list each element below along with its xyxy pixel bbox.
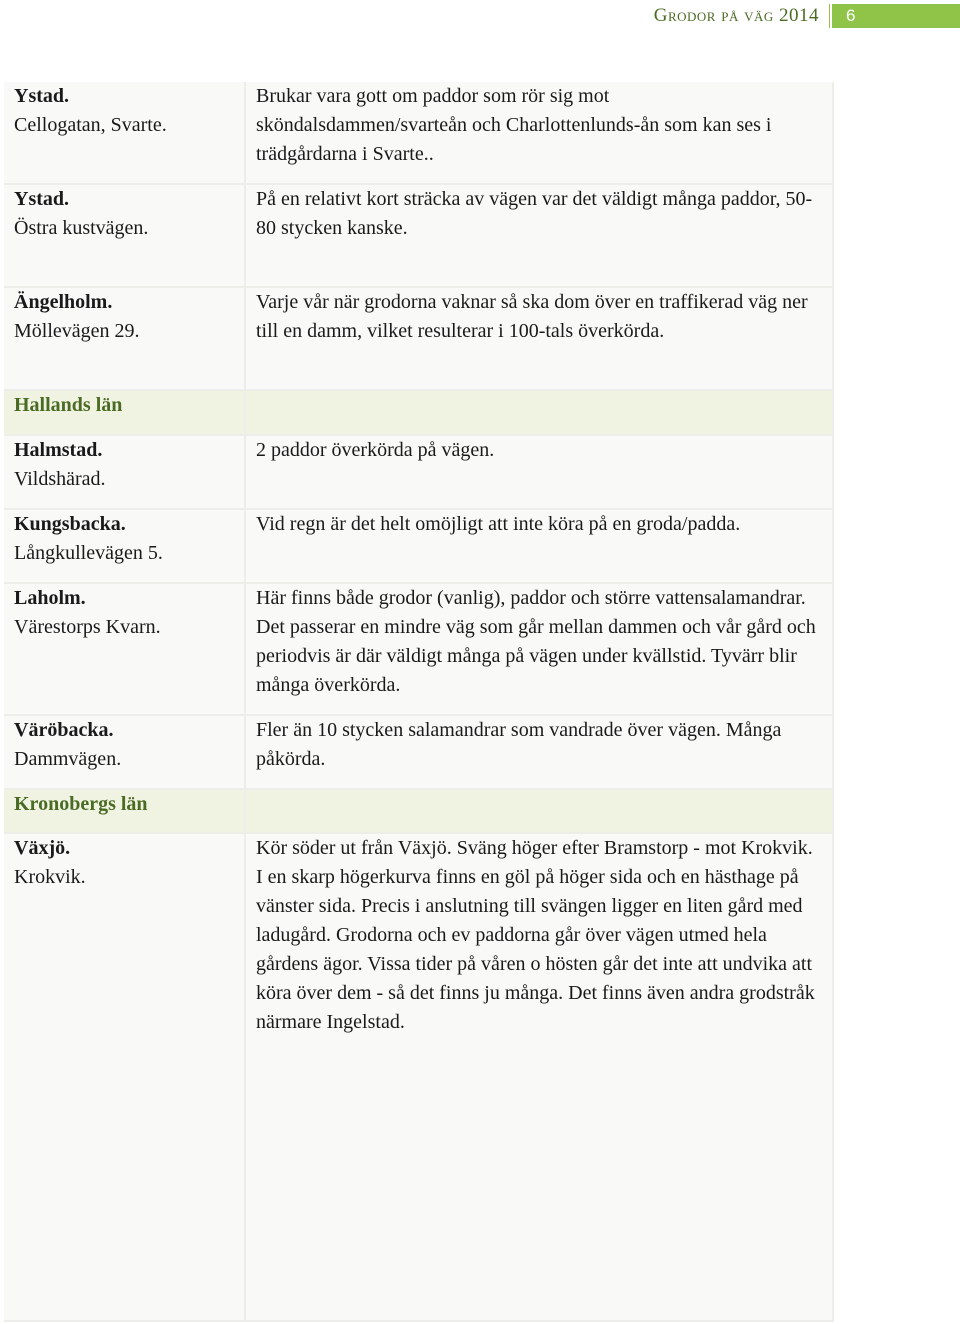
place-name: Ängelholm.	[14, 291, 113, 313]
location-cell	[4, 716, 246, 790]
place-name: Laholm.	[14, 587, 86, 609]
description-cell: Kör söder ut från Växjö. Sväng höger efter Bramstorp - mot Krokvik. I en skarp högerkurva finns en göl på höger sida och en hästhage på vänster sida. Precis i anslutning till svängen ligger en liten gård med ladugård. Grodorna och ev paddorna går över vägen utmed hela gårdens ägor. Vissa tider på våren o hösten går det inte att undvika att köra över dem - så det finns ju många. Det finns även andra grodstråk närmare Ingelstad.	[246, 834, 834, 1322]
table-row	[4, 288, 834, 391]
street-name: Cellogatan, Svarte.	[14, 114, 167, 136]
observations-table	[4, 82, 834, 1322]
location-cell	[4, 584, 246, 716]
street-name: Östra kustvägen.	[14, 217, 149, 239]
table-row	[4, 436, 834, 510]
region-heading: Kronobergs län	[4, 790, 246, 834]
page-number: 6	[832, 4, 960, 28]
region-spacer	[246, 391, 834, 436]
document-title: Grodor på väg 2014	[654, 4, 830, 28]
description-cell: Här finns både grodor (vanlig), paddor och större vattensalamandrar. Det passerar en mindre väg som går mellan dammen och vår gård och periodvis är där väldigt många på vägen under kvällstid. Tyvärr blir många överkörda.	[246, 584, 834, 716]
description-cell: På en relativt kort sträcka av vägen var det väldigt många paddor, 50-80 stycken kanske.	[246, 185, 834, 288]
table-row	[4, 510, 834, 584]
street-name: Dammvägen.	[14, 748, 122, 770]
description-cell: Vid regn är det helt omöjligt att inte köra på en groda/padda.	[246, 510, 834, 584]
table-row	[4, 716, 834, 790]
description-cell: Varje vår när grodorna vaknar så ska dom över en traffikerad väg ner till en damm, vilket resulterar i 100-tals överkörda.	[246, 288, 834, 391]
location-cell	[4, 510, 246, 584]
region-row	[4, 790, 834, 834]
street-name: Krokvik.	[14, 866, 86, 888]
place-name: Kungsbacka.	[14, 513, 126, 535]
table-row	[4, 185, 834, 288]
place-name: Väröbacka.	[14, 719, 114, 741]
location-cell	[4, 834, 246, 1322]
region-row	[4, 391, 834, 436]
region-heading: Hallands län	[4, 391, 246, 436]
description-cell: Brukar vara gott om paddor som rör sig mot sköndalsdammen/svarteån och Charlottenlunds-ån som kan ses i trädgårdarna i Svarte..	[246, 82, 834, 185]
page-header	[654, 4, 960, 28]
place-name: Ystad.	[14, 188, 70, 210]
place-name: Ystad.	[14, 85, 70, 107]
street-name: Värestorps Kvarn.	[14, 616, 161, 638]
table-row	[4, 834, 834, 1322]
street-name: Långkullevägen 5.	[14, 542, 163, 564]
table-row	[4, 82, 834, 185]
table-row	[4, 584, 834, 716]
description-cell: Fler än 10 stycken salamandrar som vandrade över vägen. Många påkörda.	[246, 716, 834, 790]
location-cell	[4, 82, 246, 185]
place-name: Växjö.	[14, 837, 71, 859]
region-spacer	[246, 790, 834, 834]
street-name: Möllevägen 29.	[14, 320, 140, 342]
street-name: Vildshärad.	[14, 468, 106, 490]
description-cell: 2 paddor överkörda på vägen.	[246, 436, 834, 510]
location-cell	[4, 288, 246, 391]
location-cell	[4, 436, 246, 510]
location-cell	[4, 185, 246, 288]
place-name: Halmstad.	[14, 439, 103, 461]
